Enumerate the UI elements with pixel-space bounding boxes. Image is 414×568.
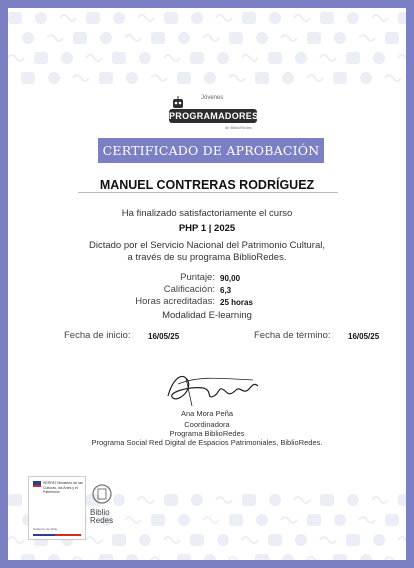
course-title: PHP 1 | 2025 [178,223,236,234]
grade-value: 6,3 [220,286,232,295]
signer-role: Coordinadora [184,420,230,429]
grade-label: Calificación: [163,284,215,295]
biblioredes-icon [90,482,114,506]
gov-logo-text: SERPAT Ministerio de las Culturas, las Artes y el Patrimonio [43,481,83,494]
logo-sub-text: de BiblioRedes [225,125,252,130]
score-value: 90,00 [220,274,241,283]
certificate-frame [8,8,406,560]
hours-label: Horas acreditadas: [135,296,215,307]
start-date-label: Fecha de inicio: [64,330,131,341]
signature-image [158,366,268,412]
intro-text: Ha finalizado satisfactoriamente el curso [121,208,293,219]
score-label: Puntaje: [180,272,215,283]
logo-main-text: PROGRAMADORES [169,111,259,121]
start-date-value: 16/05/25 [148,332,180,341]
jovenes-programadores-logo [165,95,265,135]
end-date-label: Fecha de término: [254,330,331,341]
redes-text: Redes [90,516,114,525]
name-underline [78,192,338,193]
modality-text: Modalidad E-learning [162,310,252,321]
hours-value: 25 horas [220,298,253,307]
dictated-line-1: Dictado por el Servicio Nacional del Patrimonio Cultural, [88,240,326,251]
certificate-banner: CERTIFICADO DE APROBACIÓN [98,138,324,163]
biblioredes-logo [90,482,120,532]
signer-full-program: Programa Social Red Digital de Espacios Patrimoniales, BiblioRedes. [91,438,323,447]
logo-small-text: Jóvenes [201,95,224,101]
dictated-line-2: a través de su programa BiblioRedes. [127,252,287,263]
signer-program: Programa BiblioRedes [169,429,245,438]
recipient-name: MANUEL CONTRERAS RODRÍGUEZ [99,178,315,192]
gov-logo-bottom: Gobierno de Chile [33,527,58,531]
decorative-pattern-top [8,8,406,88]
biblio-text: Biblio [90,508,110,517]
signer-name: Ana Mora Peña [180,409,234,418]
serpat-government-logo [28,476,86,540]
end-date-value: 16/05/25 [348,332,380,341]
